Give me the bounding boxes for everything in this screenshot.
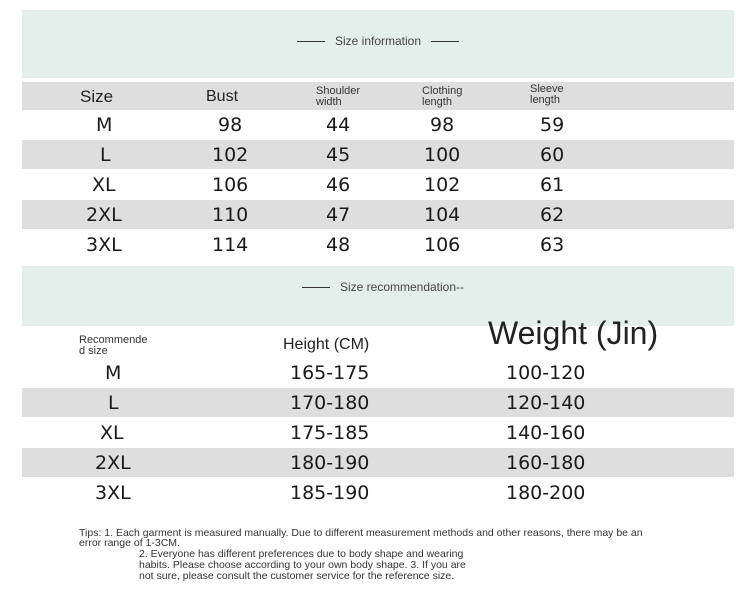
cell-shoulder: 45 bbox=[326, 143, 351, 166]
cell-length: 98 bbox=[430, 113, 455, 136]
tips-line-4: habits. Please choose according to your own body shape. 3. If you are bbox=[139, 559, 466, 571]
header-sleeve-l2: length bbox=[530, 94, 560, 106]
cell-bust: 102 bbox=[212, 143, 249, 166]
cell-sleeve: 61 bbox=[540, 173, 565, 196]
size-info-row bbox=[22, 170, 734, 199]
size-info-row bbox=[22, 110, 734, 139]
cell-size: L bbox=[100, 143, 111, 166]
size-info-header-row bbox=[22, 82, 734, 110]
header-clothing-l2: length bbox=[422, 96, 452, 108]
header-size: Size bbox=[80, 87, 114, 106]
cell-sleeve: 59 bbox=[540, 113, 565, 136]
header-shoulder-l2: width bbox=[316, 96, 342, 108]
tips-line-3: 2. Everyone has different preferences due to body shape and wearing bbox=[139, 548, 464, 560]
cell-length: 106 bbox=[424, 233, 461, 256]
size-info-title-wrap bbox=[22, 34, 734, 48]
size-rec-title: Size recommendation-- bbox=[339, 280, 465, 294]
size-info-row bbox=[22, 200, 734, 229]
cell-weight: 120-140 bbox=[506, 391, 586, 414]
cell-weight: 160-180 bbox=[506, 451, 586, 474]
size-rec-title-wrap bbox=[22, 280, 734, 294]
cell-size: 2XL bbox=[86, 203, 122, 226]
header-shoulder-l1: Shoulder bbox=[316, 85, 361, 97]
cell-shoulder: 47 bbox=[326, 203, 351, 226]
size-info-title: Size information bbox=[334, 34, 422, 48]
tips-line-5: not sure, please consult the customer service for the reference size. bbox=[139, 570, 455, 582]
cell-sleeve: 62 bbox=[540, 203, 565, 226]
tips-line-1: Tips: 1. Each garment is measured manually. Due to different measurement methods and other reasons, there may be an bbox=[79, 527, 643, 539]
size-info-banner bbox=[22, 10, 734, 78]
cell-size: M bbox=[96, 113, 113, 136]
header-clothing-l1: Clothing bbox=[422, 85, 463, 97]
title-dash-right bbox=[431, 41, 459, 42]
cell-bust: 114 bbox=[212, 233, 249, 256]
cell-height: 165-175 bbox=[290, 361, 370, 384]
cell-weight: 100-120 bbox=[506, 361, 586, 384]
cell-length: 102 bbox=[424, 173, 461, 196]
header-sleeve-l1: Sleeve bbox=[530, 83, 564, 95]
size-info-row bbox=[22, 140, 734, 169]
cell-sleeve: 60 bbox=[540, 143, 565, 166]
cell-height: 175-185 bbox=[290, 421, 370, 444]
cell-bust: 106 bbox=[212, 173, 249, 196]
cell-size: XL bbox=[92, 173, 116, 196]
cell-height: 170-180 bbox=[290, 391, 370, 414]
cell-size: M bbox=[105, 361, 122, 384]
cell-length: 100 bbox=[424, 143, 461, 166]
cell-shoulder: 44 bbox=[326, 113, 351, 136]
tips-line-2: error range of 1-3CM. bbox=[79, 537, 180, 549]
size-rec-row bbox=[22, 418, 734, 447]
rec-header-size-l2: d size bbox=[79, 345, 108, 357]
title-dash-left bbox=[297, 41, 325, 42]
size-rec-row bbox=[22, 448, 734, 477]
cell-size: XL bbox=[100, 421, 124, 444]
header-bust: Bust bbox=[206, 88, 239, 105]
size-rec-row bbox=[22, 358, 734, 387]
cell-shoulder: 46 bbox=[326, 173, 351, 196]
cell-size: L bbox=[108, 391, 119, 414]
rec-header-weight: Weight (Jin) bbox=[488, 315, 659, 351]
cell-size: 3XL bbox=[95, 481, 131, 504]
cell-bust: 98 bbox=[218, 113, 243, 136]
cell-size: 3XL bbox=[86, 233, 122, 256]
cell-shoulder: 48 bbox=[326, 233, 351, 256]
cell-length: 104 bbox=[424, 203, 461, 226]
cell-height: 180-190 bbox=[290, 451, 370, 474]
cell-weight: 140-160 bbox=[506, 421, 586, 444]
size-rec-row bbox=[22, 478, 734, 507]
cell-size: 2XL bbox=[95, 451, 131, 474]
title-dash-left bbox=[302, 287, 330, 288]
cell-height: 185-190 bbox=[290, 481, 370, 504]
rec-header-height: Height (CM) bbox=[283, 336, 370, 353]
cell-sleeve: 63 bbox=[540, 233, 565, 256]
cell-bust: 110 bbox=[212, 203, 249, 226]
rec-header-size-l1: Recommende bbox=[79, 334, 148, 346]
size-info-row bbox=[22, 230, 734, 259]
size-rec-row bbox=[22, 388, 734, 417]
cell-weight: 180-200 bbox=[506, 481, 586, 504]
